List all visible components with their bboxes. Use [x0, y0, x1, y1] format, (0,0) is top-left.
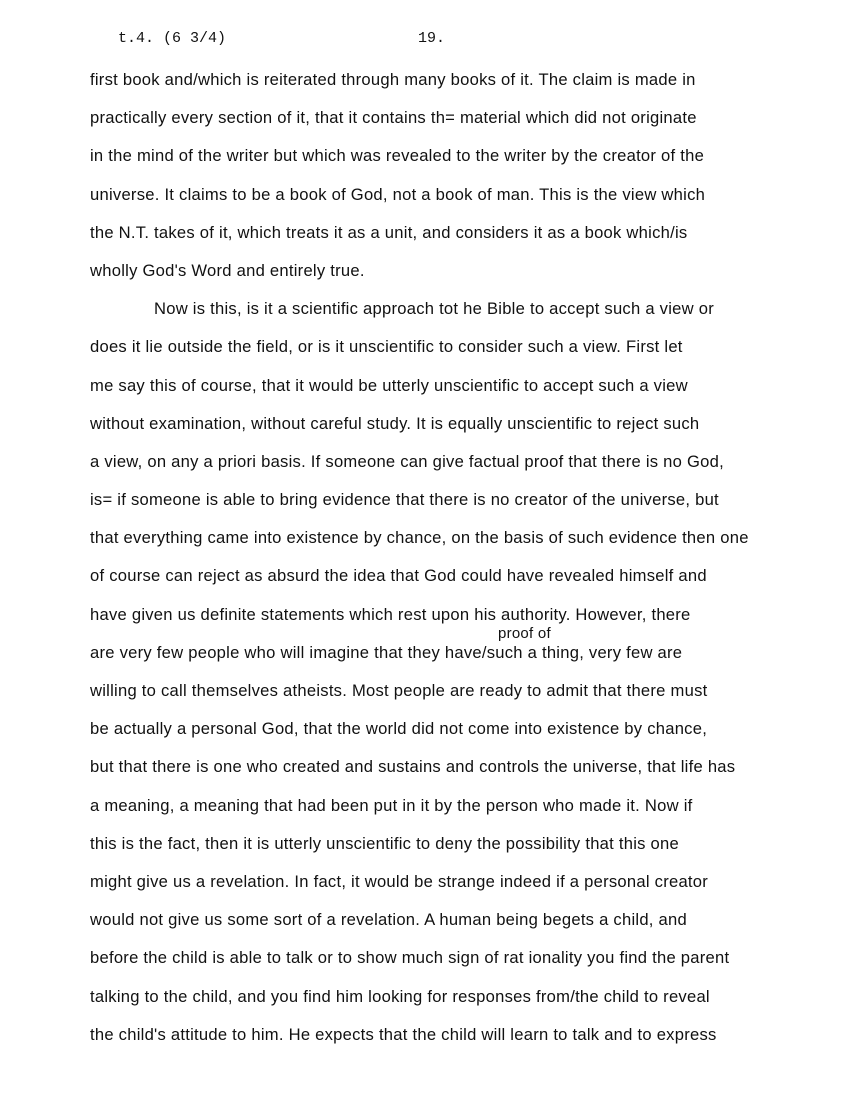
text-line: a view, on any a priori basis. If someone can give factual proof that there is no God,: [90, 451, 724, 471]
text-line: have given us definite statements which rest upon his authority. However, there: [90, 604, 691, 624]
text-line: but that there is one who created and sustains and controls the universe, that life has: [90, 757, 736, 777]
text-line: practically every section of it, that it contains th= material which did not originate: [90, 108, 697, 128]
text-line: the N.T. takes of it, which treats it as a unit, and considers it as a book which/is: [90, 222, 688, 242]
text-line: is= if someone is able to bring evidence that there is no creator of the universe, but: [90, 490, 719, 510]
text-line: that everything came into existence by chance, on the basis of such evidence then one: [90, 528, 749, 548]
text-line: the child's attitude to him. He expects that the child will learn to talk and to express: [90, 1024, 717, 1044]
text-line: be actually a personal God, that the world did not come into existence by chance,: [90, 719, 708, 739]
text-line: before the child is able to talk or to show much sign of rat ionality you find the parent: [90, 948, 730, 968]
text-line: this is the fact, then it is utterly unscientific to deny the possibility that this one: [90, 833, 679, 853]
text-line: first book and/which is reiterated through many books of it. The claim is made in: [90, 70, 696, 89]
text-line: of course can reject as absurd the idea that God could have revealed himself and: [90, 566, 707, 586]
text-line: wholly God's Word and entirely true.: [90, 260, 365, 280]
text-line: would not give us some sort of a revelation. A human being begets a child, and: [90, 910, 687, 930]
text-line: does it lie outside the field, or is it unscientific to consider such a view. First let: [90, 337, 683, 357]
text-line: might give us a revelation. In fact, it would be strange indeed if a personal creator: [90, 871, 709, 891]
text-line: me say this of course, that it would be utterly unscientific to accept such a view: [90, 375, 688, 395]
text-line: in the mind of the writer but which was revealed to the writer by the creator of the: [90, 146, 705, 166]
document-body: [90, 66, 830, 1059]
text-line: talking to the child, and you find him looking for responses from/the child to reveal: [90, 986, 710, 1006]
text-line: a meaning, a meaning that had been put in it by the person who made it. Now if: [90, 795, 693, 815]
handwritten-insertion: proof of: [498, 624, 551, 642]
text-line: willing to call themselves atheists. Most people are ready to admit that there must: [90, 681, 708, 700]
text-line: universe. It claims to be a book of God, not a book of man. This is the view which: [90, 184, 706, 204]
page-header-reference: t.4. (6 3/4): [118, 30, 227, 47]
page-number: 19.: [418, 30, 446, 47]
text-line: without examination, without careful study. It is equally unscientific to reject such: [90, 413, 700, 433]
text-line: are very few people who will imagine that they have/such a thing, very few are proof of: [90, 624, 683, 662]
paragraph-first-line: Now is this, is it a scientific approach tot he Bible to accept such a view or: [154, 299, 714, 319]
